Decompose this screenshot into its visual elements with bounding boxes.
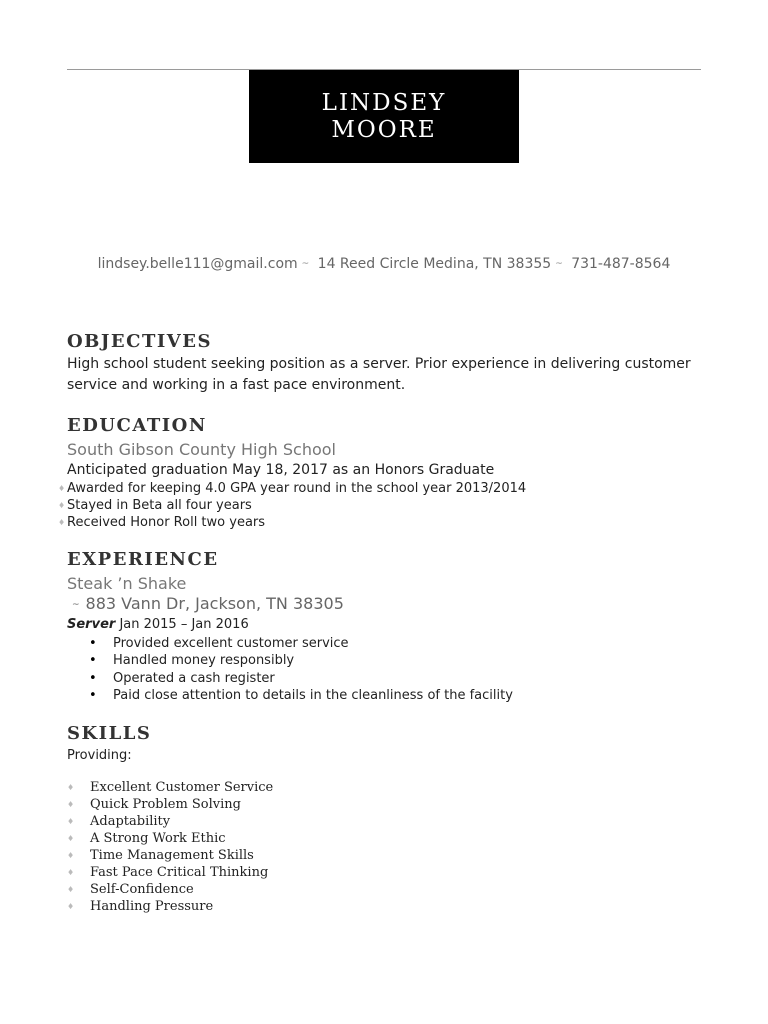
skills-section bbox=[67, 722, 707, 915]
role-line bbox=[67, 615, 707, 634]
list-item: ♦ Stayed in Beta all four years bbox=[58, 498, 252, 513]
list-item: ♦ Fast Pace Critical Thinking bbox=[67, 865, 269, 880]
diamond-bullet-icon: ♦ bbox=[67, 868, 75, 877]
address: 14 Reed Circle Medina, TN 38355 bbox=[317, 256, 552, 272]
list-item: ♦ Awarded for keeping 4.0 GPA year round in the school year 2013/2014 bbox=[58, 481, 527, 496]
list-item: • Provided excellent customer service bbox=[89, 635, 349, 651]
list-item: ♦ Quick Problem Solving bbox=[67, 797, 241, 812]
list-item: ♦ Self-Confidence bbox=[67, 882, 194, 897]
diamond-bullet-icon: ♦ bbox=[67, 851, 75, 860]
list-item: ♦ Time Management Skills bbox=[67, 848, 254, 863]
separator: ~ bbox=[72, 599, 80, 610]
name-banner bbox=[249, 70, 519, 163]
education-list bbox=[58, 480, 707, 531]
diamond-bullet-icon: ♦ bbox=[58, 501, 66, 510]
contact-line bbox=[0, 256, 768, 272]
education-section bbox=[58, 414, 707, 531]
dot-bullet-icon: • bbox=[89, 670, 97, 686]
section-heading: OBJECTIVES bbox=[67, 331, 212, 352]
skills-list bbox=[67, 779, 707, 915]
experience-section bbox=[67, 548, 707, 705]
diamond-bullet-icon: ♦ bbox=[67, 834, 75, 843]
diamond-bullet-icon: ♦ bbox=[67, 885, 75, 894]
diamond-bullet-icon: ♦ bbox=[67, 783, 75, 792]
phone: 731-487-8564 bbox=[571, 256, 671, 272]
diamond-bullet-icon: ♦ bbox=[58, 518, 66, 527]
employer-location: ~ 883 Vann Dr, Jackson, TN 38305 bbox=[72, 594, 344, 613]
section-heading: SKILLS bbox=[67, 723, 152, 744]
employer-name: Steak ’n Shake bbox=[67, 574, 187, 593]
objective-line: service and working in a fast pace environment. bbox=[67, 377, 406, 393]
skills-intro: Providing: bbox=[67, 748, 132, 763]
role-dates: Jan 2015 – Jan 2016 bbox=[119, 616, 249, 632]
role-title: Server bbox=[67, 616, 116, 632]
last-name: MOORE bbox=[331, 116, 437, 143]
objective-line: High school student seeking position as a server. Prior experience in delivering customer bbox=[67, 356, 691, 372]
dot-bullet-icon: • bbox=[89, 688, 97, 703]
first-name: LINDSEY bbox=[321, 89, 447, 116]
list-item: ♦ Adaptability bbox=[67, 814, 171, 829]
list-item: ♦ A Strong Work Ethic bbox=[67, 831, 226, 846]
section-heading: EXPERIENCE bbox=[67, 549, 219, 570]
diamond-bullet-icon: ♦ bbox=[67, 902, 75, 911]
diamond-bullet-icon: ♦ bbox=[58, 484, 66, 493]
list-item: ♦ Excellent Customer Service bbox=[67, 780, 274, 795]
list-item: • Handled money responsibly bbox=[89, 653, 295, 668]
objectives-section bbox=[67, 330, 707, 396]
list-item: • Operated a cash register bbox=[89, 670, 275, 686]
dot-bullet-icon: • bbox=[89, 635, 97, 651]
separator: ~ bbox=[555, 259, 563, 269]
email: lindsey.belle111@gmail.com bbox=[97, 256, 298, 272]
section-heading: EDUCATION bbox=[67, 415, 207, 436]
school-name: South Gibson County High School bbox=[67, 440, 336, 459]
list-item: • Paid close attention to details in the cleanliness of the facility bbox=[89, 688, 513, 703]
duties-list bbox=[67, 635, 707, 705]
diamond-bullet-icon: ♦ bbox=[67, 817, 75, 826]
graduation-info: Anticipated graduation May 18, 2017 as an Honors Graduate bbox=[67, 462, 495, 478]
separator: ~ bbox=[301, 259, 310, 269]
list-item: ♦ Received Honor Roll two years bbox=[58, 515, 266, 530]
diamond-bullet-icon: ♦ bbox=[67, 800, 75, 809]
dot-bullet-icon: • bbox=[89, 653, 97, 668]
list-item: ♦ Handling Pressure bbox=[67, 899, 214, 914]
